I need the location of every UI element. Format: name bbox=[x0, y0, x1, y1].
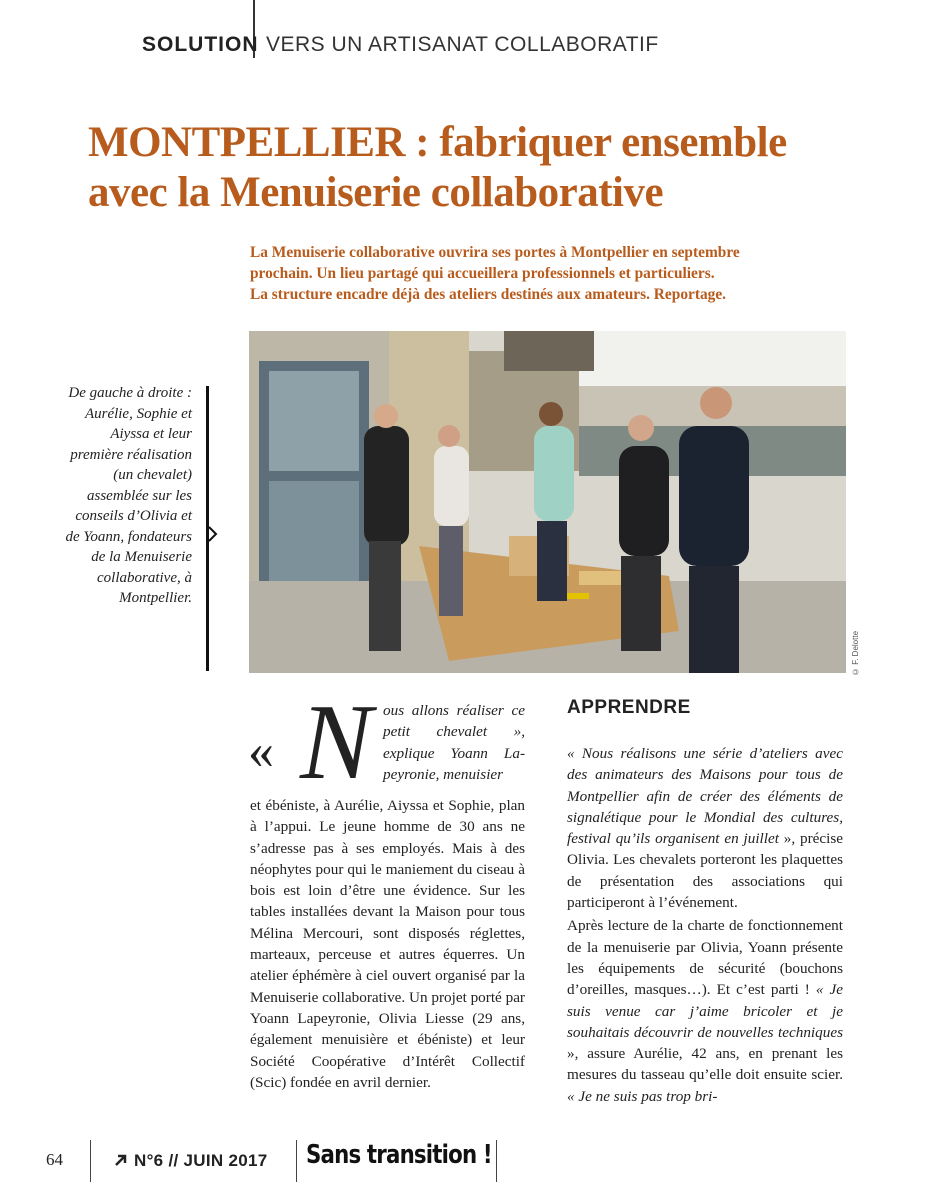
footer-divider bbox=[296, 1140, 297, 1182]
intro-text: ous allons réaliser ce petit chevalet », explique Yoann La-peyronie, menuisier bbox=[383, 702, 525, 783]
title-line-2: avec la Menuiserie collaborative bbox=[88, 169, 664, 216]
article-photo bbox=[249, 331, 846, 673]
article-lead bbox=[250, 242, 860, 305]
lead-line: prochain. Un lieu partagé qui accueillera professionnels et particuliers. bbox=[250, 265, 715, 282]
paragraph bbox=[567, 915, 843, 1107]
column-1-body: et ébéniste, à Aurélie, Aiyssa et Sophie, plan à l’appui. Le jeune homme de 30 ans ne s’adresse pas à ses employés. Mais à des néophytes pour qui le maniement du ciseau à bois est loin d’être une évidence. Sur les tables installées devant la Maison pour tous Mélina Mercouri, sont disposés réglettes, marteaux, perceuse et autres équerres. Un atelier éphémère à ciel ouvert organisé par la Menuiserie collaborative. Un projet porté par Yoann Lapeyronie, Olivia Liesse (29 ans, également menuisière et ébéniste) et leur Société Coopérative d’Intérêt Collectif (Scic) fondée en avril dernier. bbox=[250, 797, 525, 1091]
issue-number: N°6 // JUIN 2017 bbox=[134, 1151, 268, 1170]
column-1-intro bbox=[383, 700, 525, 785]
paragraph bbox=[567, 743, 843, 913]
subheading: APPRENDRE bbox=[567, 697, 691, 718]
opening-quote-mark: « bbox=[248, 723, 274, 780]
lead-line: La structure encadre déjà des ateliers destinés aux amateurs. Reportage. bbox=[250, 286, 727, 303]
body-text: Après lecture de la charte de fonctionnement de la menuiserie par Olivia, Yoann présente les équipements de sécurité (bouchons d’oreilles, masques…). Et c’est parti ! bbox=[567, 917, 843, 999]
workshop-photo-illustration bbox=[249, 331, 846, 673]
photo-caption: De gauche à droite : Aurélie, Sophie et Aiyssa et leur première réalisation (un chevalet) assemblée sur les conseils d’Olivia et de Yoann, fondateurs de la Menuiserie collaborative, à Montpellier. bbox=[65, 385, 192, 606]
section-subtitle: VERS UN ARTISANAT COLLABORATIF bbox=[266, 33, 659, 56]
footer-divider bbox=[496, 1140, 497, 1182]
caption-pointer-icon bbox=[208, 526, 218, 542]
title-line-1: MONTPELLIER : fabriquer ensemble bbox=[88, 119, 787, 166]
quote-text: « Nous réalisons une série d’ateliers avec des animateurs des Maisons pour tous de Montpellier afin de créer des éléments de signalétique pour le Mondial des cultures, festival qu’ils organisent en juillet bbox=[567, 745, 843, 848]
arrow-up-right-icon bbox=[114, 1153, 128, 1167]
article-title bbox=[88, 118, 878, 218]
column-2-body bbox=[567, 743, 843, 1107]
section-label: SOLUTION bbox=[142, 33, 259, 56]
quote-text: « Je suis venue car j’aime bricoler et je souhaitais découvrir de nouvelles techniques bbox=[567, 981, 843, 1041]
body-text: », précise Olivia. Les chevalets porteront les plaquettes de présentation des associations qui participeront à l’événement. bbox=[567, 830, 843, 912]
page-number: 64 bbox=[46, 1150, 63, 1169]
magazine-logo: Sans transition ! bbox=[306, 1140, 492, 1170]
footer-divider bbox=[90, 1140, 91, 1182]
drop-cap: N bbox=[300, 683, 373, 802]
lead-line: La Menuiserie collaborative ouvrira ses portes à Montpellier en septembre bbox=[250, 244, 740, 261]
photo-credit: © F. Delotte bbox=[851, 630, 860, 676]
quote-text: « Je ne suis pas trop bri- bbox=[567, 1087, 718, 1105]
body-text: », assure Aurélie, 42 ans, en prenant les mesures du tasseau qu’elle doit ensuite scier. bbox=[567, 1045, 843, 1084]
